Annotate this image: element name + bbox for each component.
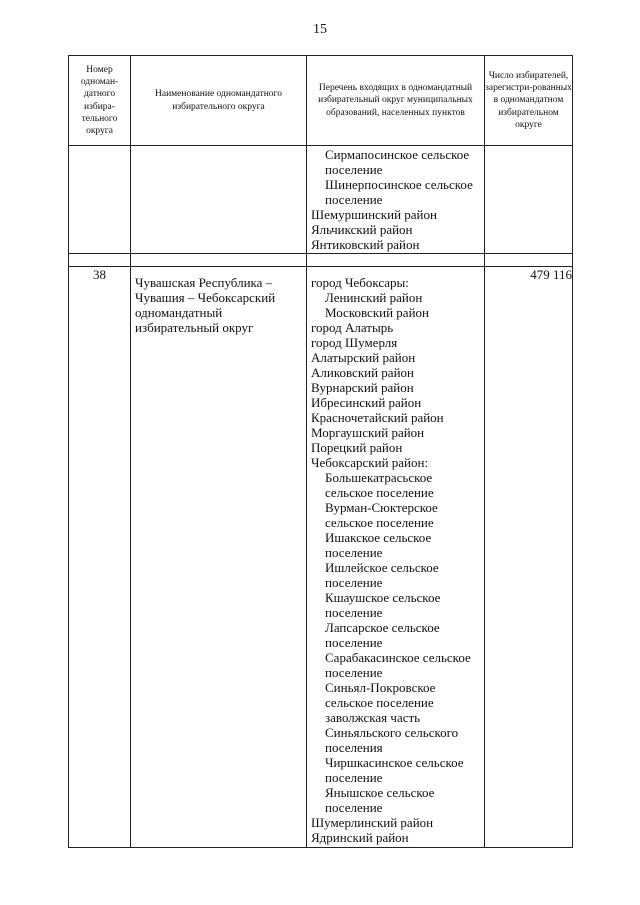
settlement-line: поселение [325,192,383,207]
settlement-line: сельское поселение [325,695,434,710]
settlement-line: сельское поселение [325,515,434,530]
municipality-line: город Шумерля [311,335,398,350]
table-row-continuation [69,146,573,254]
municipality-line: Чебоксарский район: [311,455,429,470]
cell-municipalities [307,267,485,848]
municipality-line: Аликовский район [311,365,414,380]
settlement-line: Вурман-Сюктерское [325,500,438,515]
settlement-line: Лапсарское сельское [325,620,440,635]
settlement-line: поселение [325,770,383,785]
settlement-line: Ленинский район [325,290,423,305]
municipality-line: Моргаушский район [311,425,425,440]
municipality-line: Порецкий район [311,440,403,455]
municipality-line: Яльчикский район [311,222,413,237]
header-registered-voters: Число избирателей, зарегистри-рованных в одномандатном избирательном округе [485,56,573,146]
settlement-line: Шинерпосинское сельское [325,177,473,192]
municipality-line: город Чебоксары: [311,275,409,290]
municipality-line: Янтиковский район [311,237,420,252]
cell-name-empty [131,146,307,254]
district-number: 38 [69,267,131,848]
districts-table [68,55,573,848]
settlement-line: Синьял-Покровское [325,680,436,695]
header-district-name: Наименование одномандатного избирательного округа [131,56,307,146]
municipality-line: Шемуршинский район [311,207,437,222]
row-separator [69,254,573,267]
cell-number-empty [69,146,131,254]
municipality-line: Шумерлинский район [311,815,434,830]
settlement-line: Ишлейское сельское [325,560,439,575]
settlement-line: поселение [325,635,383,650]
settlement-line: поселение [325,575,383,590]
municipality-line: Ядринский район [311,830,409,845]
header-district-number: Номер одноман-датного избира-тельного округа [69,56,131,146]
municipality-line: город Алатырь [311,320,394,335]
settlement-line: Янышское сельское [325,785,435,800]
district-name: Чувашская Республика – Чувашия – Чебоксарский одномандатный избирательный округ [135,275,276,335]
settlement-line: Московский район [325,305,429,320]
cell-municipalities [307,146,485,254]
cell-voters-empty [485,146,573,254]
table-row-district-38 [69,267,573,848]
settlement-line: Чиршкасинское сельское [325,755,464,770]
registered-voters: 479 116 [485,267,573,848]
settlement-line: сельское поселение [325,485,434,500]
settlement-line: Кшаушское сельское [325,590,441,605]
table-header-row [69,56,573,146]
municipality-list [307,267,484,847]
header-municipalities-list: Перечень входящих в одномандатный избирательный округ муниципальных образований, населенных пунктов [307,56,485,146]
settlement-line: поселение [325,162,383,177]
settlement-line: Сирмапосинское сельское [325,147,470,162]
settlement-line: Ишакское сельское [325,530,432,545]
municipality-line: Вурнарский район [311,380,414,395]
settlement-line: поселение [325,665,383,680]
settlement-line: Большекатрасьское [325,470,433,485]
settlement-line: заволжская часть [325,710,421,725]
municipality-line: Алатырский район [311,350,416,365]
settlement-line: Синьяльского сельского [325,725,459,740]
municipality-line: Ибресинский район [311,395,422,410]
settlement-line: поселение [325,605,383,620]
settlement-line: поселение [325,545,383,560]
settlement-line: поселение [325,800,383,815]
municipality-line: Красночетайский район [311,410,444,425]
settlement-line: поселения [325,740,383,755]
municipality-list [307,146,484,253]
page-number: 15 [313,22,327,37]
settlement-line: Сарабакасинское сельское [325,650,471,665]
